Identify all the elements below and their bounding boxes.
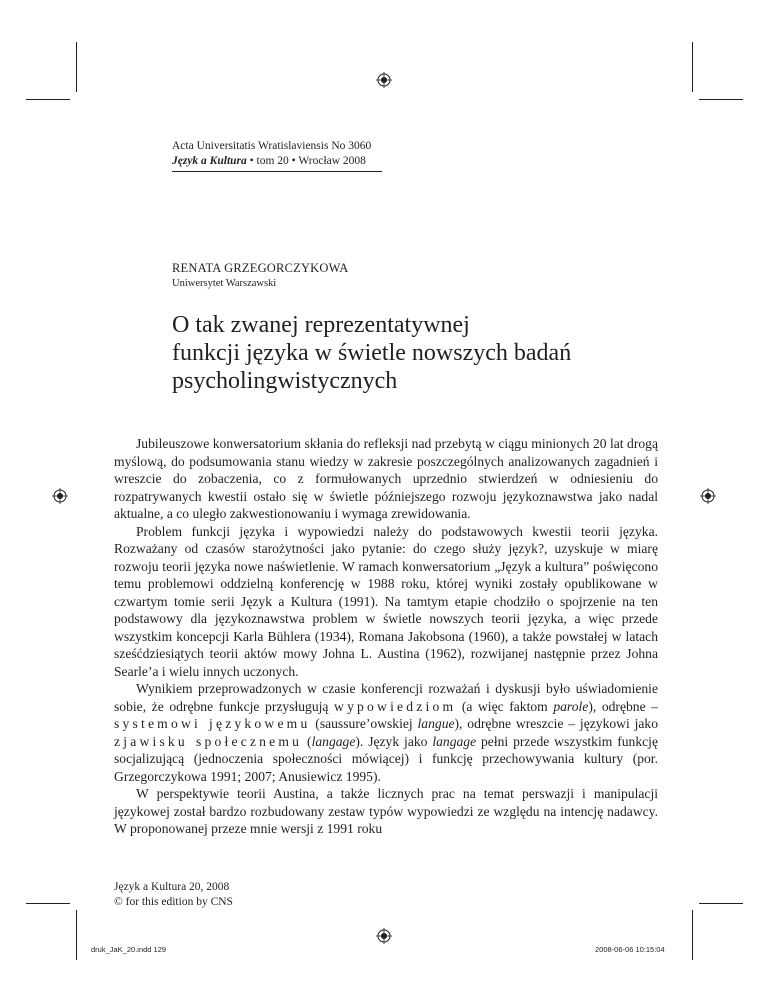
- volume-info: • tom 20 • Wrocław 2008: [246, 155, 366, 167]
- spaced-term: wypowiedziom: [334, 698, 457, 714]
- crop-mark: [699, 99, 743, 100]
- crop-mark: [26, 99, 70, 100]
- spaced-term: zjawisku społecznemu: [114, 733, 303, 749]
- crop-mark: [76, 910, 77, 960]
- text-run: ), odrębne wreszcie – językowi jako: [454, 716, 658, 731]
- text-run: Wynikiem przeprowadzonych w czasie konferencji rozważań i dyskusji było uświadomienie sobie, że odrębne funkcje przysługują: [114, 681, 658, 714]
- italic-term: parole: [553, 698, 589, 714]
- text-run: pełni przede wszystkim funkcję socjalizującą (jednoczenia społeczności mówiącej) i funkcję przechowywania kultury (por. Grzegorczykowa 1991; 2007; Anusiewicz 1995).: [114, 733, 658, 784]
- crop-mark: [76, 42, 77, 92]
- article-title: [172, 311, 672, 395]
- crop-mark: [26, 903, 70, 904]
- text-run: (a więc faktom: [456, 698, 554, 714]
- crop-mark: [699, 903, 743, 904]
- paragraph: Jubileuszowe konwersatorium skłania do refleksji nad przebytą w ciągu minionych 20 lat drogą myślową, do podsumowania stanu wiedzy w zakresie poszczególnych analizowanych zagadnień i wreszcie do zobaczenia, co z formułowanych uprzednio stwierdzeń w odniesieniu do rozpatrywanych kwestii ostało się w świetle późniejszego rozwoju językoznawstwa jako nadal aktualne, a co uległo zakwestionowaniu i wymaga zrewidowania.: [114, 436, 658, 521]
- title-line: psycholingwistycznych: [172, 368, 398, 394]
- crop-mark: [692, 910, 693, 960]
- italic-term: langage: [432, 733, 477, 749]
- registration-mark-icon: [376, 72, 392, 88]
- text-run: (: [302, 733, 312, 749]
- paragraph: Problem funkcji języka i wypowiedzi należy do podstawowych kwestii teorii języka. Rozważany od czasów starożytności jako pytanie: do czego służy język?, uzyskuje w miarę rozwoju teorii języka nowe naświetlenie. W ramach konwersatorium „Język a kultura” poświęcono temu problemowi oddzielną konferencję w 1988 roku, której wyniki zostały opublikowane w czwartym tomie serii Język a Kultura (1991). Na tamtym etapie chodziło o spojrzenie na ten podstawowy dla językoznawstwa problem w świetle nowszych teorii języka, a więc przede wszystkim koncepcji Karla Bühlera (1934), Romana Jakobsona (1960), a także powstałej w latach sześćdziesiątych teorii aktów mowy Johna L. Austina (1962), rozwijanej następnie przez Johna Searle’a i wielu innych uczonych.: [114, 523, 658, 679]
- registration-mark-icon: [52, 488, 68, 504]
- journal-header: [172, 139, 382, 172]
- registration-mark-icon: [700, 488, 716, 504]
- text-run: (saussure’owskiej: [310, 716, 418, 731]
- title-line: funkcji języka w świetle nowszych badań: [172, 340, 572, 366]
- copyright-line: © for this edition by CNS: [114, 896, 233, 908]
- journal-citation: Język a Kultura 20, 2008: [114, 881, 230, 893]
- paragraph: W perspektywie teorii Austina, a także licznych prac na temat perswazji i manipulacji językowej został bardzo rozbudowany zestaw typów wypowiedzi ze względu na intencję nadawcy. W proponowanej przeze mnie wersji z 1991 roku: [114, 786, 658, 836]
- series-name: Acta Universitatis Wratislaviensis No 3060: [172, 140, 372, 152]
- text-run: ), odrębne –: [588, 698, 658, 714]
- spaced-term: systemowi językowemu: [114, 716, 311, 731]
- journal-name: Język a Kultura: [172, 155, 247, 167]
- text-run: ). Język jako: [355, 733, 433, 749]
- title-line: O tak zwanej reprezentatywnej: [172, 312, 470, 338]
- registration-mark-icon: [376, 928, 392, 944]
- print-slug-date: 2008-06-06 10:15:04: [595, 945, 665, 954]
- italic-term: langue: [417, 716, 455, 731]
- print-slug-file: druk_JaK_20.indd 129: [91, 945, 167, 954]
- journal-line: [172, 154, 382, 172]
- copyright-note: [114, 880, 233, 910]
- crop-mark: [692, 42, 693, 92]
- italic-term: langage: [311, 733, 356, 749]
- paragraph: [114, 680, 658, 785]
- author-name: RENATA GRZEGORCZYKOWA: [172, 261, 349, 275]
- article-body: [114, 435, 658, 838]
- author-affiliation: Uniwersytet Warszawski: [172, 278, 277, 289]
